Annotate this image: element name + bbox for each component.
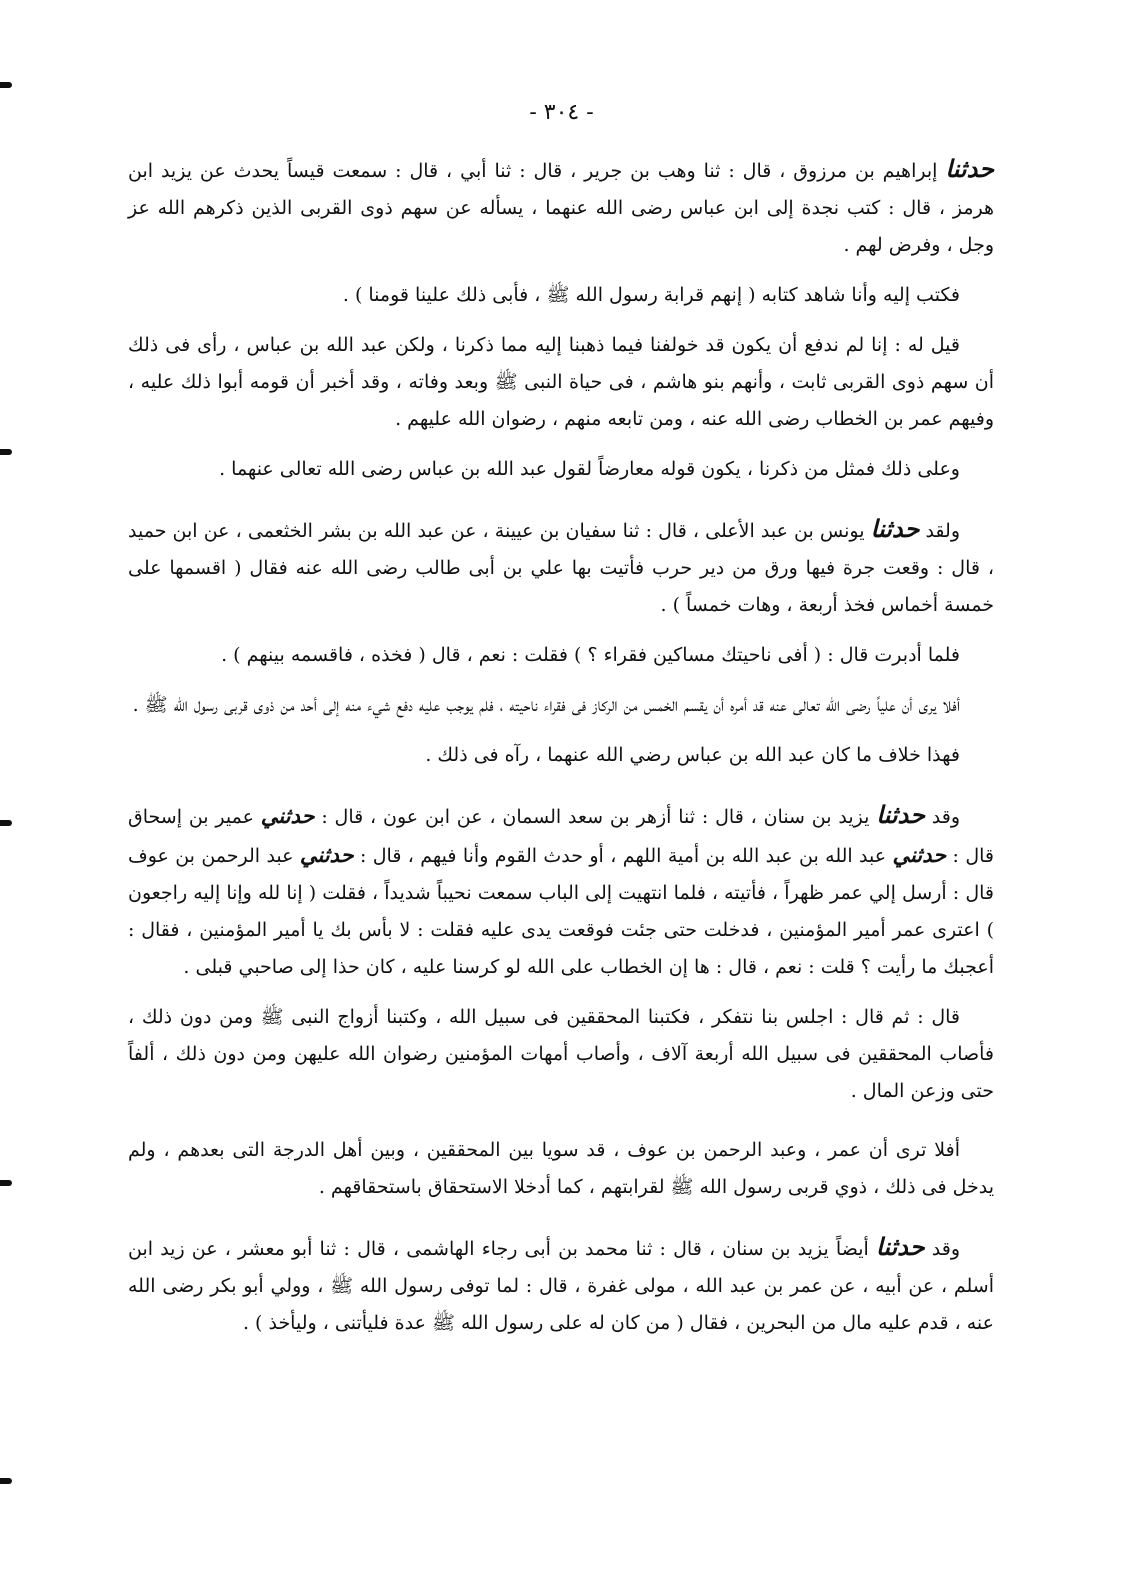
paragraph-text: عمير بن إسحاق قال : <box>128 806 994 867</box>
paragraph-text: عبد الله بن عبد الله بن أمية اللهم ، أو حدث القوم وأنا فيهم ، قال : <box>353 845 893 867</box>
paragraph-text: قال : ثم قال : اجلس بنا نتفكر ، فكتبنا المحققين فى سبيل الله ، وكتبنا أزواج النبى ﷺ ومن دون ذلك ، فأصاب المحققين فى سبيل الله أربعة آلاف ، وأصاب أمهات المؤمنين رضوان الله عليهن ومن دون ذلك ، ألفاً حتى وزعن المال . <box>128 1006 994 1102</box>
paragraph-text: إبراهيم بن مرزوق ، قال : ثنا وهب بن جرير ، قال : ثنا أبي ، قال : سمعت قيساً يحدث عن يزيد ابن هرمز ، قال : كتب نجدة إلى ابن عباس رضى الله عنهما ، يسأله عن سهم ذوى القربى الذين ذكرهم الله عز وجل ، وفرض لهم . <box>128 160 994 256</box>
text-paragraph <box>128 1132 994 1206</box>
paragraph-text: ولقد <box>919 520 961 542</box>
paragraph-text: فلما أدبرت قال : ( أفى ناحيتك مساكين فقراء ؟ ) فقلت : نعم ، قال ( فخذه ، فاقسمه بينهم ) . <box>221 644 960 666</box>
paragraph-text: يونس بن عبد الأعلى ، قال : ثنا سفيان بن عيينة ، عن عبد الله بن بشر الخثعمى ، عن ابن حميد ، قال : وقعت جرة فيها ورق من دير حرب فأتيت بها علي بن أبى طالب رضى الله عنه فقال ( اقسمها على خمسة أخماس فخذ أربعة ، وهات خمساً ) . <box>128 520 994 616</box>
page-number: - ٣٠٤ - <box>529 100 594 125</box>
hadith-keyword: حدثنا <box>876 800 925 829</box>
hadith-keyword: حدثنا <box>870 514 920 543</box>
paragraph-text: وقد <box>924 1238 960 1260</box>
hadith-keyword: حدثنا <box>875 1232 925 1261</box>
paragraph-text: أيضاً يزيد بن سنان ، قال : ثنا محمد بن أبى رجاء الهاشمى ، قال : ثنا أبو معشر ، عن زيد ابن أسلم ، عن أبيه ، عن عمر بن عبد الله ، مولى غفرة ، قال : لما توفى رسول الله ﷺ ، وولي أبو بكر رضى الله عنه ، قدم عليه مال من البحرين ، فقال ( من كان له على رسول الله ﷺ عدة فليأتنى ، وليأخذ ) . <box>128 1238 994 1334</box>
text-paragraph <box>128 737 994 774</box>
paragraph-text: فهذا خلاف ما كان عبد الله بن عباس رضي الله عنهما ، رآه فى ذلك . <box>425 744 960 766</box>
paragraph-text: أفلا يرى أن علياً رضى الله تعالى عنه قد أمره أن يقسم الخمس من الركاز فى فقراء ناحيته ، فلم يوجب عليه دفع شيء منه إلى أحد من ذوى قربى رسول الله ﷺ . <box>132 694 960 716</box>
hadith-keyword: حدثني <box>260 803 315 828</box>
text-paragraph <box>128 277 994 314</box>
text-paragraph <box>128 150 994 264</box>
paragraph-text: أفلا ترى أن عمر ، وعبد الرحمن بن عوف ، قد سويا بين المحققين ، وبين أهل الدرجة التى بعدهم ، ولم يدخل فى ذلك ، ذوي قربى رسول الله ﷺ لقرابتهم ، كما أدخلا الاستحقاق باستحقاقهم . <box>128 1139 994 1198</box>
text-paragraph <box>128 999 994 1110</box>
paragraph-text: يزيد بن سنان ، قال : ثنا أزهر بن سعد السمان ، عن ابن عون ، قال : <box>314 806 877 828</box>
text-paragraph <box>128 637 994 674</box>
scan-edge-mark <box>0 449 12 455</box>
hadith-keyword: حدثني <box>299 842 354 867</box>
paragraph-text: وقد <box>924 806 960 828</box>
scan-edge-mark <box>0 1180 12 1186</box>
paragraph-text: قيل له : إنا لم ندفع أن يكون قد خولفنا فيما ذهبنا إليه مما ذكرنا ، ولكن عبد الله بن عباس ، رأى فى ذلك أن سهم ذوى القربى ثابت ، وأنهم بنو هاشم ، فى حياة النبى ﷺ وبعد وفاته ، وقد أخبر أن قومه أبوا ذلك عليه ، وفيهم عمر بن الخطاب رضى الله عنه ، ومن تابعه منهم ، رضوان الله عليهم . <box>128 334 994 430</box>
hadith-keyword: حدثنا <box>945 154 994 183</box>
page-body <box>128 150 994 1355</box>
text-paragraph <box>128 327 994 438</box>
scan-edge-mark <box>0 1478 12 1484</box>
text-paragraph <box>128 451 994 488</box>
scan-edge-mark <box>0 820 12 826</box>
text-paragraph <box>128 687 994 724</box>
hadith-keyword: حدثني <box>892 842 947 867</box>
scan-edge-mark <box>0 82 12 88</box>
paragraph-text: عبد الرحمن بن عوف قال : أرسل إلي عمر ظهراً ، فأتيته ، فلما انتهيت إلى الباب سمعت نحيباً شديداً ، فقلت ( إنا لله وإنا إليه راجعون ) اعترى عمر أمير المؤمنين ، فدخلت حتى جئت فوقعت يدى عليه فقلت : لا بأس بك يا أمير المؤمنين ، فقال : أعجبك ما رأيت ؟ قلت : نعم ، قال : ها إن الخطاب على الله لو كرسنا عليه ، كان حذا إلى صاحبي قبلى . <box>128 845 994 978</box>
text-paragraph <box>128 1228 994 1342</box>
paragraph-text: وعلى ذلك فمثل من ذكرنا ، يكون قوله معارضاً لقول عبد الله بن عباس رضى الله تعالى عنهما . <box>219 458 960 480</box>
text-paragraph <box>128 510 994 624</box>
paragraph-text: فكتب إليه وأنا شاهد كتابه ( إنهم قرابة رسول الله ﷺ ، فأبى ذلك علينا قومنا ) . <box>342 284 960 306</box>
text-paragraph <box>128 796 994 986</box>
